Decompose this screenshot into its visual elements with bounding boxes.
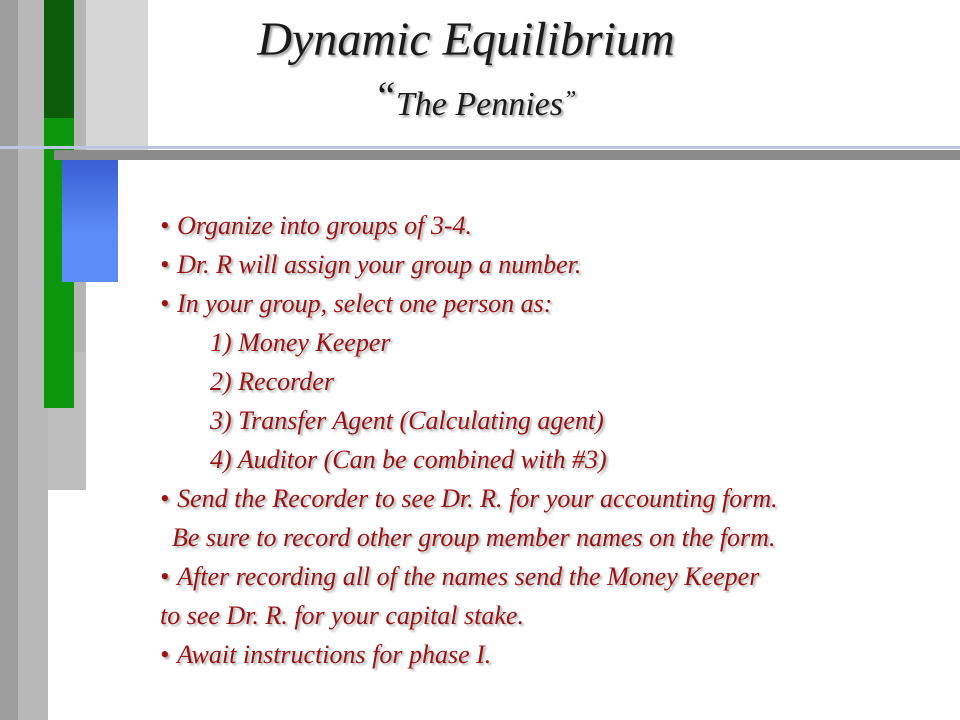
list-item-text: Send the Recorder to see Dr. R. for your accounting form. [177,484,778,513]
close-quote: ” [563,87,577,113]
list-item [160,557,950,596]
list-item-text: In your group, select one person as: [177,289,553,318]
list-item-text: Organize into groups of 3-4. [177,211,473,240]
bullet-icon: • [160,562,170,591]
list-item-continuation [160,518,950,557]
slide-title-block [150,10,830,131]
role-text: 2) Recorder [210,367,334,396]
bullet-icon: • [160,640,170,669]
open-quote: “ [373,73,396,118]
bullet-icon: • [160,289,170,318]
role-item [160,401,950,440]
slide-title: Dynamic Equilibrium [257,13,675,66]
list-item [160,635,950,674]
list-item-text: Be sure to record other group member names on the form. [172,523,776,552]
role-text: 4) Auditor (Can be combined with #3) [210,445,607,474]
role-item [160,440,950,479]
bullet-icon: • [160,211,170,240]
slide-subtitle: The Pennies [395,86,564,123]
list-item-text: Await instructions for phase I. [177,640,492,669]
role-text: 1) Money Keeper [210,328,391,357]
title-divider-line [0,146,960,149]
decorative-dark-green-bar [44,0,74,118]
slide-subtitle-line [120,70,830,131]
list-item [160,479,950,518]
role-item [160,362,950,401]
bullet-icon: • [160,484,170,513]
list-item [160,206,950,245]
title-divider-bar [54,150,960,160]
list-item [160,245,950,284]
bullet-icon: • [160,250,170,279]
instruction-list [160,206,950,674]
list-item-text: to see Dr. R. for your capital stake. [160,601,524,630]
list-item-text: Dr. R will assign your group a number. [177,250,582,279]
list-item [160,284,950,323]
role-text: 3) Transfer Agent (Calculating agent) [210,406,604,435]
decorative-blue-block [62,160,118,282]
list-item-text: After recording all of the names send the Money Keeper [177,562,760,591]
role-item [160,323,950,362]
list-item-continuation [160,596,950,635]
